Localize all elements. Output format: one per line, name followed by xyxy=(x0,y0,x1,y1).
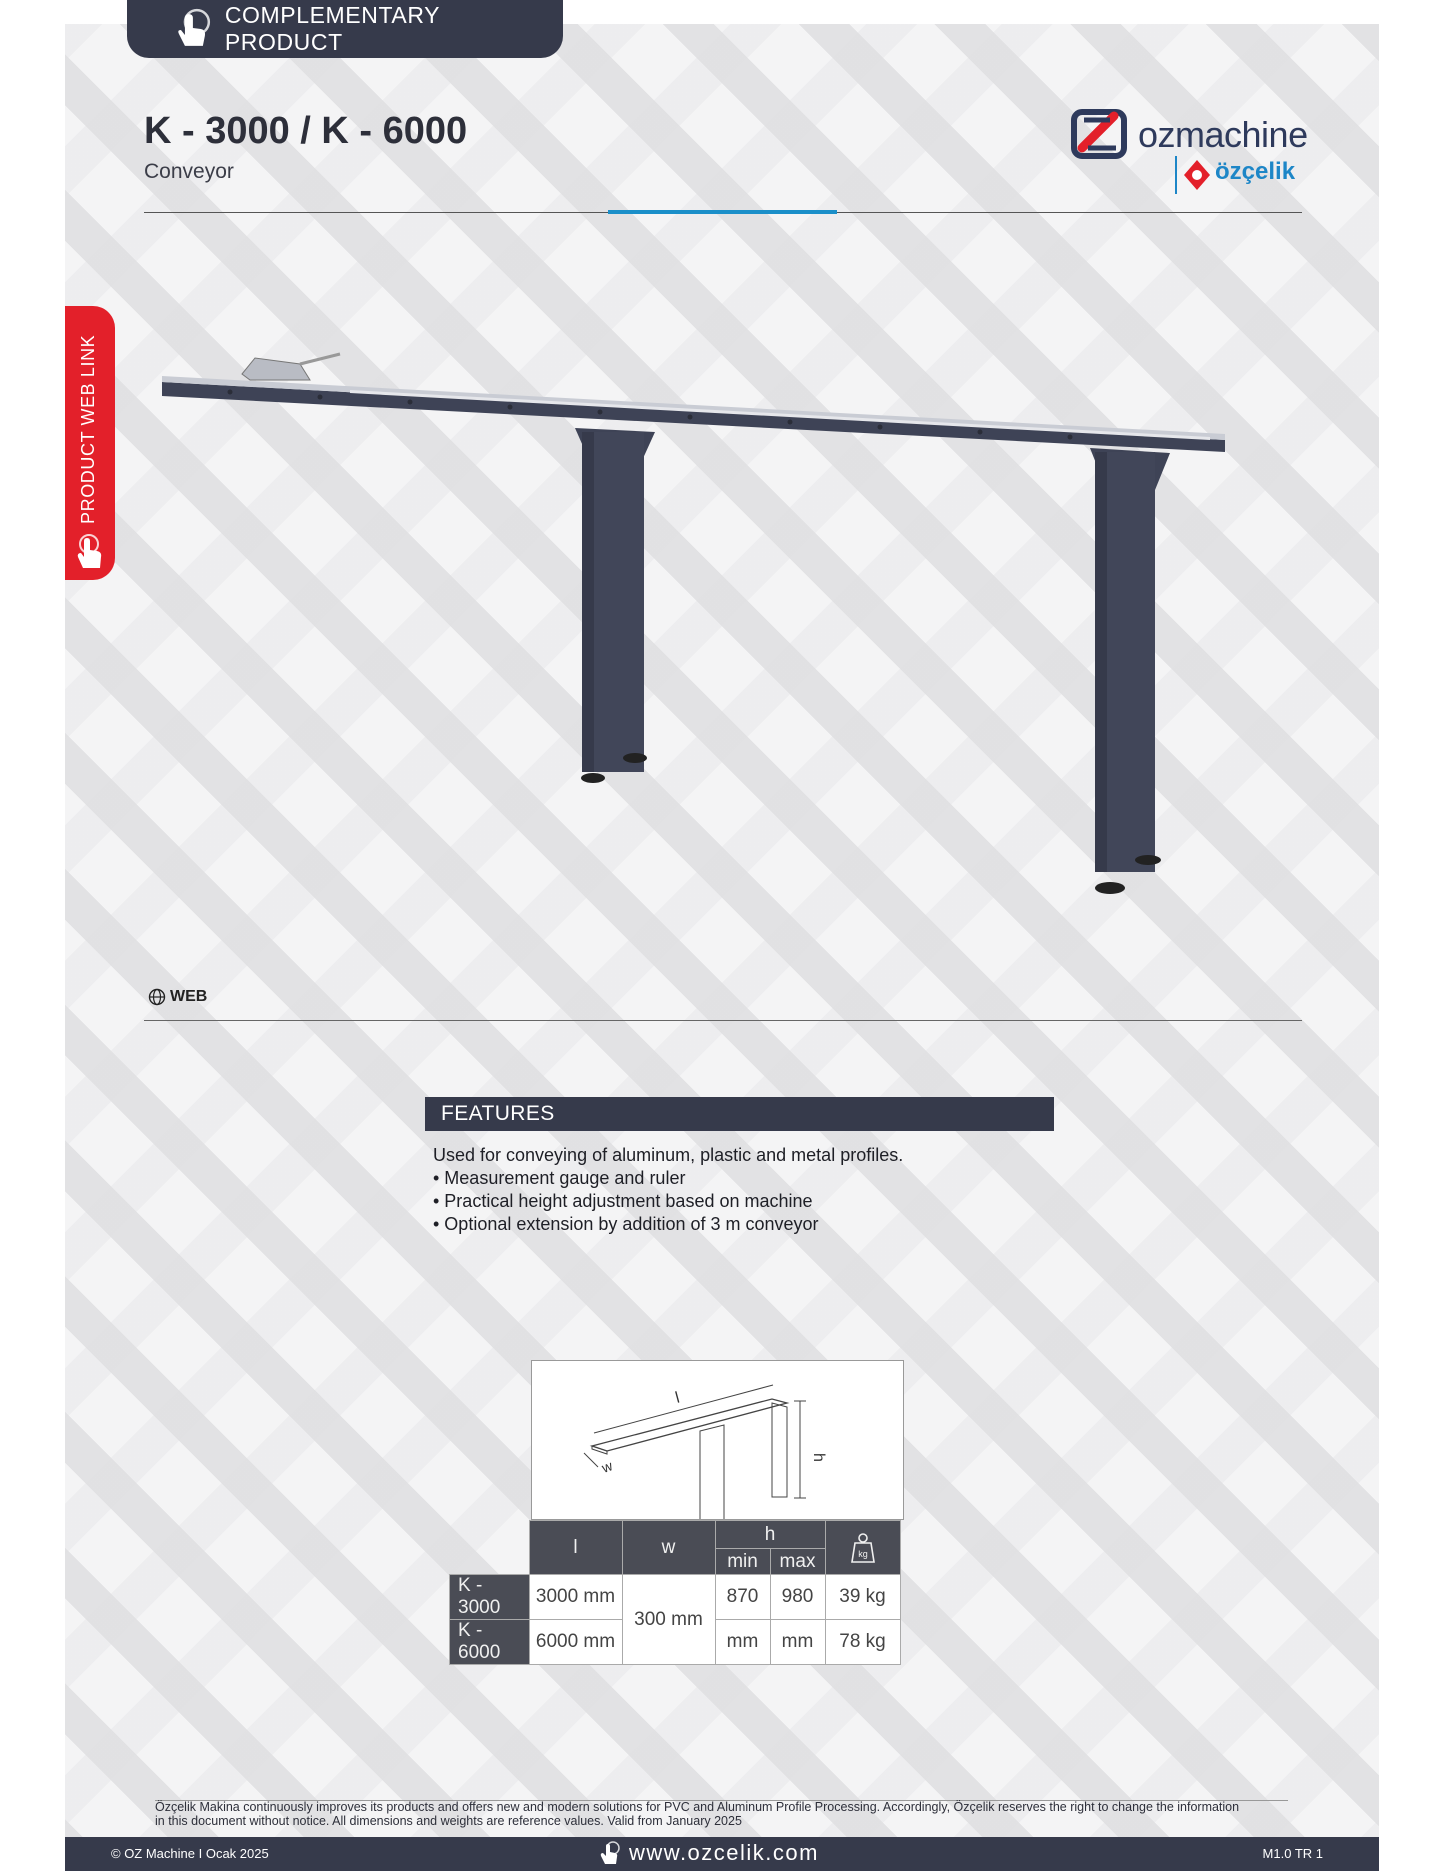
product-web-link-tab[interactable] xyxy=(65,306,115,580)
footer-bar xyxy=(65,1837,1379,1871)
header-width: w xyxy=(622,1521,715,1575)
features-heading: FEATURES xyxy=(425,1097,1054,1131)
ozcelik-mark-icon xyxy=(1182,158,1212,192)
length-value: 6000 mm xyxy=(529,1620,622,1665)
tab-label: COMPLEMENTARY PRODUCT xyxy=(224,2,440,55)
ozmachine-mark-icon xyxy=(1070,108,1130,160)
disclaimer-text xyxy=(155,1800,1288,1828)
website-link[interactable] xyxy=(597,1840,819,1866)
feature-line: • Optional extension by addition of 3 m conveyor xyxy=(433,1214,819,1234)
product-subtitle: Conveyor xyxy=(144,160,234,183)
table-row xyxy=(450,1575,901,1620)
header-height-max: max xyxy=(770,1549,825,1575)
version-text: M1.0 TR 1 xyxy=(1262,1846,1323,1861)
height-max-unit: mm xyxy=(770,1620,825,1665)
weight-icon xyxy=(850,1532,876,1564)
globe-icon xyxy=(148,988,166,1006)
feature-line: • Measurement gauge and ruler xyxy=(433,1168,686,1188)
dimension-drawing xyxy=(532,1361,903,1519)
length-value: 3000 mm xyxy=(529,1575,622,1620)
web-link[interactable] xyxy=(148,988,207,1006)
weight-value: 39 kg xyxy=(825,1575,900,1620)
header-height-min: min xyxy=(715,1549,770,1575)
copyright-text: © OZ Machine I Ocak 2025 xyxy=(111,1846,269,1861)
disclaimer-line: Özçelik Makina continuously improves its products and offers new and modern solutions for PVC and Aluminum Profile Processing. Accordingly, Özçelik reserves the right to change the information xyxy=(155,1800,1240,1814)
dimension-label-h: h xyxy=(810,1453,827,1462)
width-value: 300 mm xyxy=(622,1575,715,1665)
brand-name: ozmachine xyxy=(1138,114,1308,155)
specification-table xyxy=(449,1520,901,1665)
hand-pointer-icon xyxy=(597,1840,623,1866)
brand-logo xyxy=(1070,106,1310,196)
section-divider xyxy=(144,1020,1302,1021)
side-tab-label: PRODUCT WEB LINK xyxy=(78,334,98,524)
header-accent-bar xyxy=(608,210,837,214)
height-max-value: 980 xyxy=(770,1575,825,1620)
height-min-value: 870 xyxy=(715,1575,770,1620)
feature-line: Used for conveying of aluminum, plastic and metal profiles. xyxy=(433,1145,904,1165)
weight-value: 78 kg xyxy=(825,1620,900,1665)
features-list xyxy=(433,1144,903,1236)
website-url: www.ozcelik.com xyxy=(629,1840,819,1865)
model-name: K - 3000 xyxy=(450,1575,530,1620)
hand-pointer-icon xyxy=(171,8,213,50)
complementary-product-tab xyxy=(127,0,563,58)
logo-divider xyxy=(1175,156,1177,194)
feature-line: • Practical height adjustment based on machine xyxy=(433,1191,813,1211)
height-min-unit: mm xyxy=(715,1620,770,1665)
weight-icon-text: kg xyxy=(857,1548,868,1559)
conveyor-product-image xyxy=(150,340,1240,900)
dimension-diagram xyxy=(531,1360,904,1520)
header-length: l xyxy=(529,1521,622,1575)
header-height: h xyxy=(715,1521,825,1549)
dimension-label-w: w xyxy=(599,1457,615,1476)
hand-pointer-icon xyxy=(73,532,109,572)
disclaimer-line: in this document without notice. All dimensions and weights are reference values. Valid from January 2025 xyxy=(155,1814,742,1828)
header-weight xyxy=(825,1521,900,1575)
sub-brand-name: özçelik xyxy=(1215,158,1296,185)
product-title: K - 3000 / K - 6000 xyxy=(144,110,468,152)
model-name: K - 6000 xyxy=(450,1620,530,1665)
web-link-label: WEB xyxy=(170,988,208,1005)
dimension-label-l: l xyxy=(673,1389,682,1407)
